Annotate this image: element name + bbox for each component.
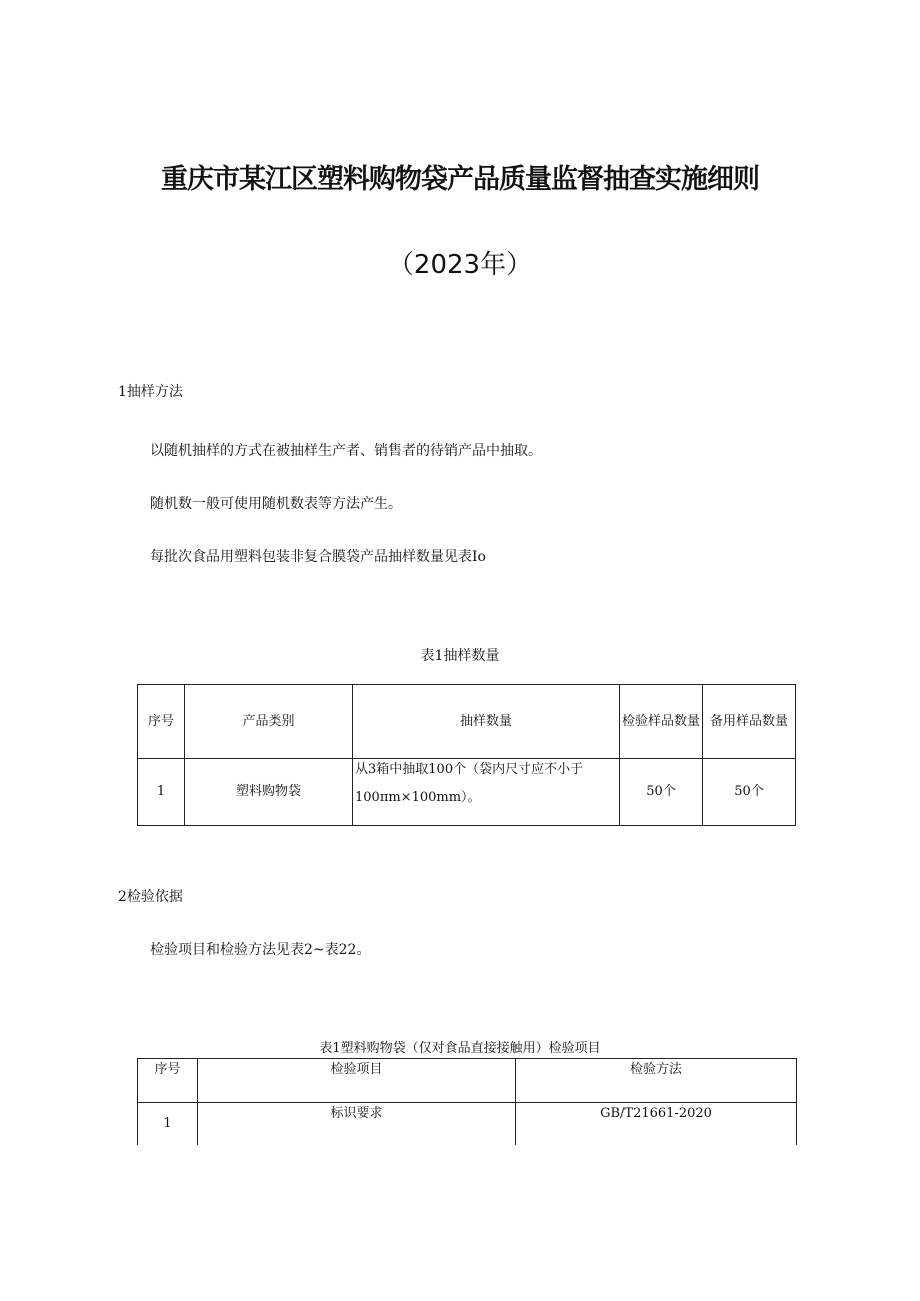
header-test-sample-quantity: 检验样品数量 — [620, 685, 703, 759]
table-header-row — [138, 685, 796, 759]
table-1-caption: 表1抽样数量 — [420, 648, 500, 664]
sampling-quantity-table — [137, 684, 796, 826]
header-sampling-quantity: 抽样数量 — [353, 685, 620, 759]
row-backup-sample-quantity: 50个 — [703, 759, 796, 826]
row-index: 1 — [138, 759, 185, 826]
inspection-items-table — [137, 1058, 797, 1145]
row-sampling-quantity — [353, 759, 620, 826]
header-inspection-item: 检验项目 — [198, 1059, 516, 1103]
header-inspection-method: 检验方法 — [516, 1059, 797, 1103]
header-index: 序号 — [138, 685, 185, 759]
header-index: 序号 — [138, 1059, 198, 1103]
row-category: 塑料购物袋 — [185, 759, 353, 826]
row-inspection-item: 标识要求 — [198, 1103, 516, 1145]
header-backup-sample-quantity: 备用样品数量 — [703, 685, 796, 759]
table-row — [138, 759, 796, 826]
paragraph-random-numbers: 随机数一般可使用随机数表等方法产生。 — [150, 496, 402, 512]
paragraph-sampling-quantity: 每批次食品用塑料包装非复合膜袋产品抽样数量见表Io — [150, 549, 486, 565]
document-title: 重庆市某江区塑料购物袋产品质量监督抽查实施细则 — [161, 164, 759, 195]
paragraph-random-sampling: 以随机抽样的方式在被抽样生产者、销售者的待销产品中抽取。 — [150, 443, 542, 459]
row-index: 1 — [138, 1103, 198, 1145]
row-test-sample-quantity: 50个 — [620, 759, 703, 826]
row-inspection-method: GB/T21661-2020 — [516, 1103, 797, 1145]
sampling-quantity-line-1: 从3箱中抽取100个（袋内尺寸应不小于 — [355, 762, 584, 777]
sampling-quantity-line-2: 100πm×100mm）。 — [355, 790, 481, 805]
table-row — [138, 1103, 797, 1145]
header-category: 产品类别 — [185, 685, 353, 759]
table-header-row — [138, 1059, 797, 1103]
table-2-caption: 表1塑料购物袋（仅对食品直接接触用）检验项目 — [319, 1041, 601, 1056]
document-year: （2023年） — [387, 250, 533, 280]
section-2-heading: 2检验依据 — [118, 889, 183, 905]
paragraph-inspection-items: 检验项目和检验方法见表2~表22。 — [150, 942, 371, 958]
section-1-heading: 1抽样方法 — [118, 384, 183, 400]
